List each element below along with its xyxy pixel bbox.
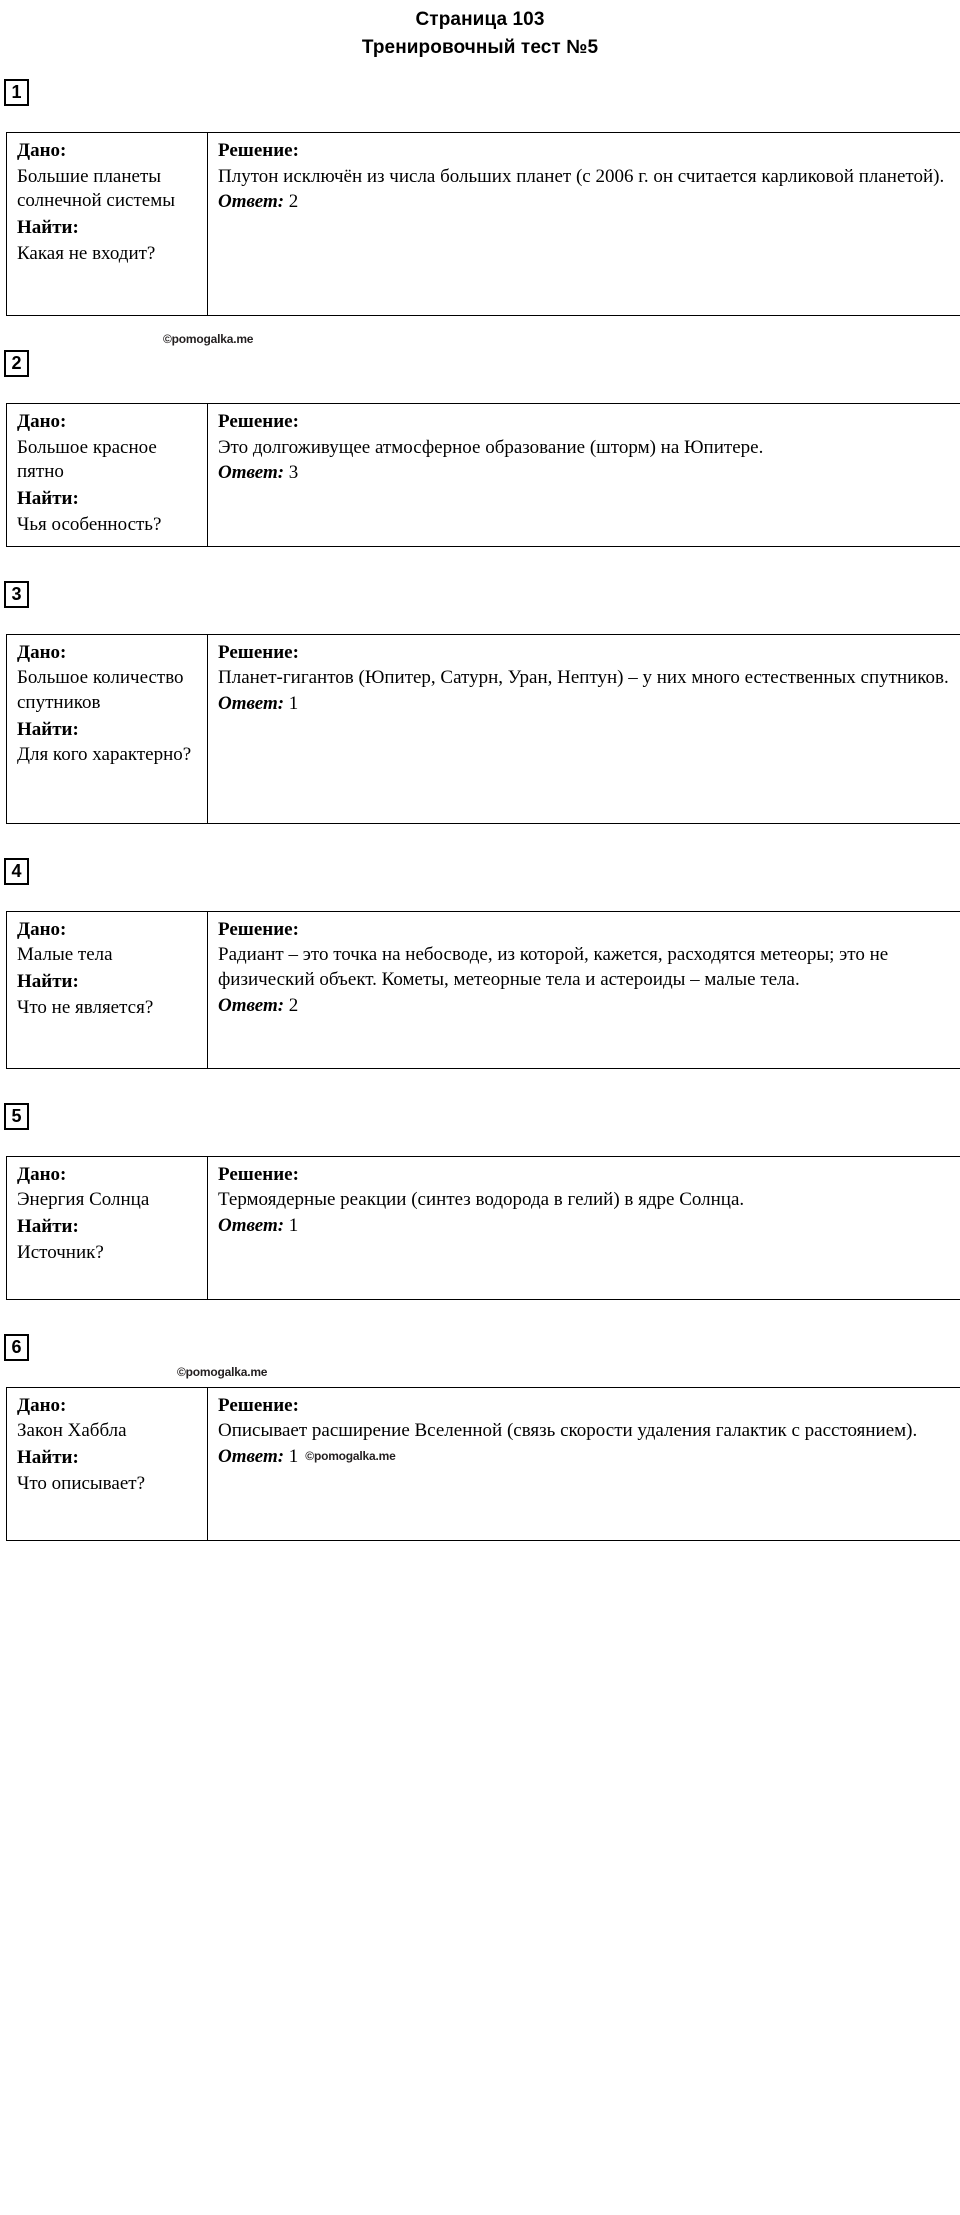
task-number-badge: 2 <box>4 350 29 377</box>
task-2-table <box>6 403 960 546</box>
table-row <box>7 1156 960 1299</box>
given-label: Дано: <box>17 641 67 663</box>
find-label: Найти: <box>17 1446 79 1468</box>
task-4-answer-value: 2 <box>288 994 299 1016</box>
task-2-solution-text: Это долгоживущее атмосферное образование (шторм) на Юпитере. <box>218 436 764 458</box>
task-6-table <box>6 1387 960 1541</box>
page-title: Страница 103 <box>415 9 545 30</box>
task-1-given-cell <box>7 133 208 316</box>
task-6-answer-value: 1 <box>288 1445 299 1467</box>
task-5-table <box>6 1156 960 1300</box>
task-2-solution-cell <box>208 404 960 546</box>
task-4-find-text: Что не является? <box>17 996 154 1018</box>
task-5-answer <box>218 1214 960 1239</box>
task-1-answer <box>218 190 960 215</box>
task-4-table <box>6 911 960 1069</box>
task-3-given-cell <box>7 634 208 823</box>
answer-label: Ответ: <box>218 191 285 213</box>
solution-label: Решение: <box>218 918 299 940</box>
task-6-answer <box>218 1445 960 1470</box>
given-label: Дано: <box>17 140 67 162</box>
solution-label: Решение: <box>218 641 299 663</box>
solution-label: Решение: <box>218 1394 299 1416</box>
find-label: Найти: <box>17 217 79 239</box>
find-label: Найти: <box>17 970 79 992</box>
task-5-given-text: Энергия Солнца <box>17 1189 150 1211</box>
given-label: Дано: <box>17 411 67 433</box>
task-5-solution-cell <box>208 1156 960 1299</box>
task-4-given-text: Малые тела <box>17 944 113 966</box>
task-1-table <box>6 132 960 316</box>
answer-label: Ответ: <box>218 1445 285 1467</box>
task-6 <box>0 1334 960 1541</box>
given-label: Дано: <box>17 1163 67 1185</box>
given-label: Дано: <box>17 1394 67 1416</box>
task-2-number-wrap <box>0 350 960 377</box>
find-label: Найти: <box>17 488 79 510</box>
task-2-answer-value: 3 <box>288 462 299 484</box>
watermark: ©pomogalka.me <box>163 332 254 347</box>
task-4-solution-text: Радиант – это точка на небосводе, из которой, кажется, расходятся метеоры; это не физический объект. Кометы, метеорные тела и астероиды – малые тела. <box>218 944 889 990</box>
task-number-badge: 6 <box>4 1334 29 1361</box>
task-4-number-wrap <box>0 858 960 885</box>
answer-label: Ответ: <box>218 994 285 1016</box>
task-2-given-text: Большое красное пятно <box>17 436 157 483</box>
task-number-badge: 3 <box>4 581 29 608</box>
task-5-given-cell <box>7 1156 208 1299</box>
task-2-given-cell <box>7 404 208 546</box>
task-5 <box>0 1103 960 1300</box>
task-1-solution-text: Плутон исключён из числа больших планет (с 2006 г. он считается карликовой планетой). <box>218 165 945 187</box>
task-4-answer <box>218 994 960 1019</box>
table-row <box>7 634 960 823</box>
answer-label: Ответ: <box>218 692 285 714</box>
task-4-solution-cell <box>208 911 960 1068</box>
table-row <box>7 404 960 546</box>
task-2-answer <box>218 461 960 486</box>
table-row <box>7 1387 960 1540</box>
task-1-number-wrap <box>0 79 960 106</box>
task-5-find-text: Источник? <box>17 1241 104 1263</box>
task-6-given-cell <box>7 1387 208 1540</box>
task-3-solution-text: Планет-гигантов (Юпитер, Сатурн, Уран, Нептун) – у них много естественных спутников. <box>218 667 949 689</box>
task-4 <box>0 858 960 1069</box>
task-number-badge: 4 <box>4 858 29 885</box>
task-3-given-text: Большое количество спутников <box>17 667 184 713</box>
task-3-number-wrap <box>0 581 960 608</box>
answer-label: Ответ: <box>218 1214 285 1236</box>
task-5-answer-value: 1 <box>288 1214 299 1236</box>
table-row <box>7 133 960 316</box>
find-label: Найти: <box>17 718 79 740</box>
watermark: ©pomogalka.me <box>177 1364 268 1379</box>
task-1 <box>0 79 960 347</box>
task-5-solution-text: Термоядерные реакции (синтез водорода в гелий) в ядре Солнца. <box>218 1189 745 1211</box>
page-header <box>0 0 960 61</box>
task-1-find-text: Какая не входит? <box>17 242 156 264</box>
task-1-answer-value: 2 <box>288 191 299 213</box>
task-4-given-cell <box>7 911 208 1068</box>
task-3-answer <box>218 692 960 717</box>
task-number-badge: 1 <box>4 79 29 106</box>
answer-label: Ответ: <box>218 462 285 484</box>
task-3-find-text: Для кого характерно? <box>17 744 192 766</box>
table-row <box>7 911 960 1068</box>
task-3-answer-value: 1 <box>288 692 299 714</box>
task-6-given-text: Закон Хаббла <box>17 1420 127 1442</box>
task-6-solution-cell <box>208 1387 960 1540</box>
watermark: ©pomogalka.me <box>305 1448 396 1463</box>
test-title: Тренировочный тест №5 <box>361 36 599 58</box>
task-5-number-wrap <box>0 1103 960 1130</box>
task-2 <box>0 350 960 546</box>
solution-label: Решение: <box>218 1163 299 1185</box>
task-1-given-text: Большие планеты солнечной системы <box>17 165 175 212</box>
task-2-find-text: Чья особенность? <box>17 513 162 535</box>
task-6-find-text: Что описывает? <box>17 1472 146 1494</box>
task-1-solution-cell <box>208 133 960 316</box>
solution-label: Решение: <box>218 140 299 162</box>
task-6-number-wrap <box>0 1334 960 1361</box>
solution-label: Решение: <box>218 411 299 433</box>
task-6-solution-text: Описывает расширение Вселенной (связь скорости удаления галактик с расстоянием). <box>218 1420 918 1442</box>
given-label: Дано: <box>17 918 67 940</box>
task-number-badge: 5 <box>4 1103 29 1130</box>
find-label: Найти: <box>17 1215 79 1237</box>
